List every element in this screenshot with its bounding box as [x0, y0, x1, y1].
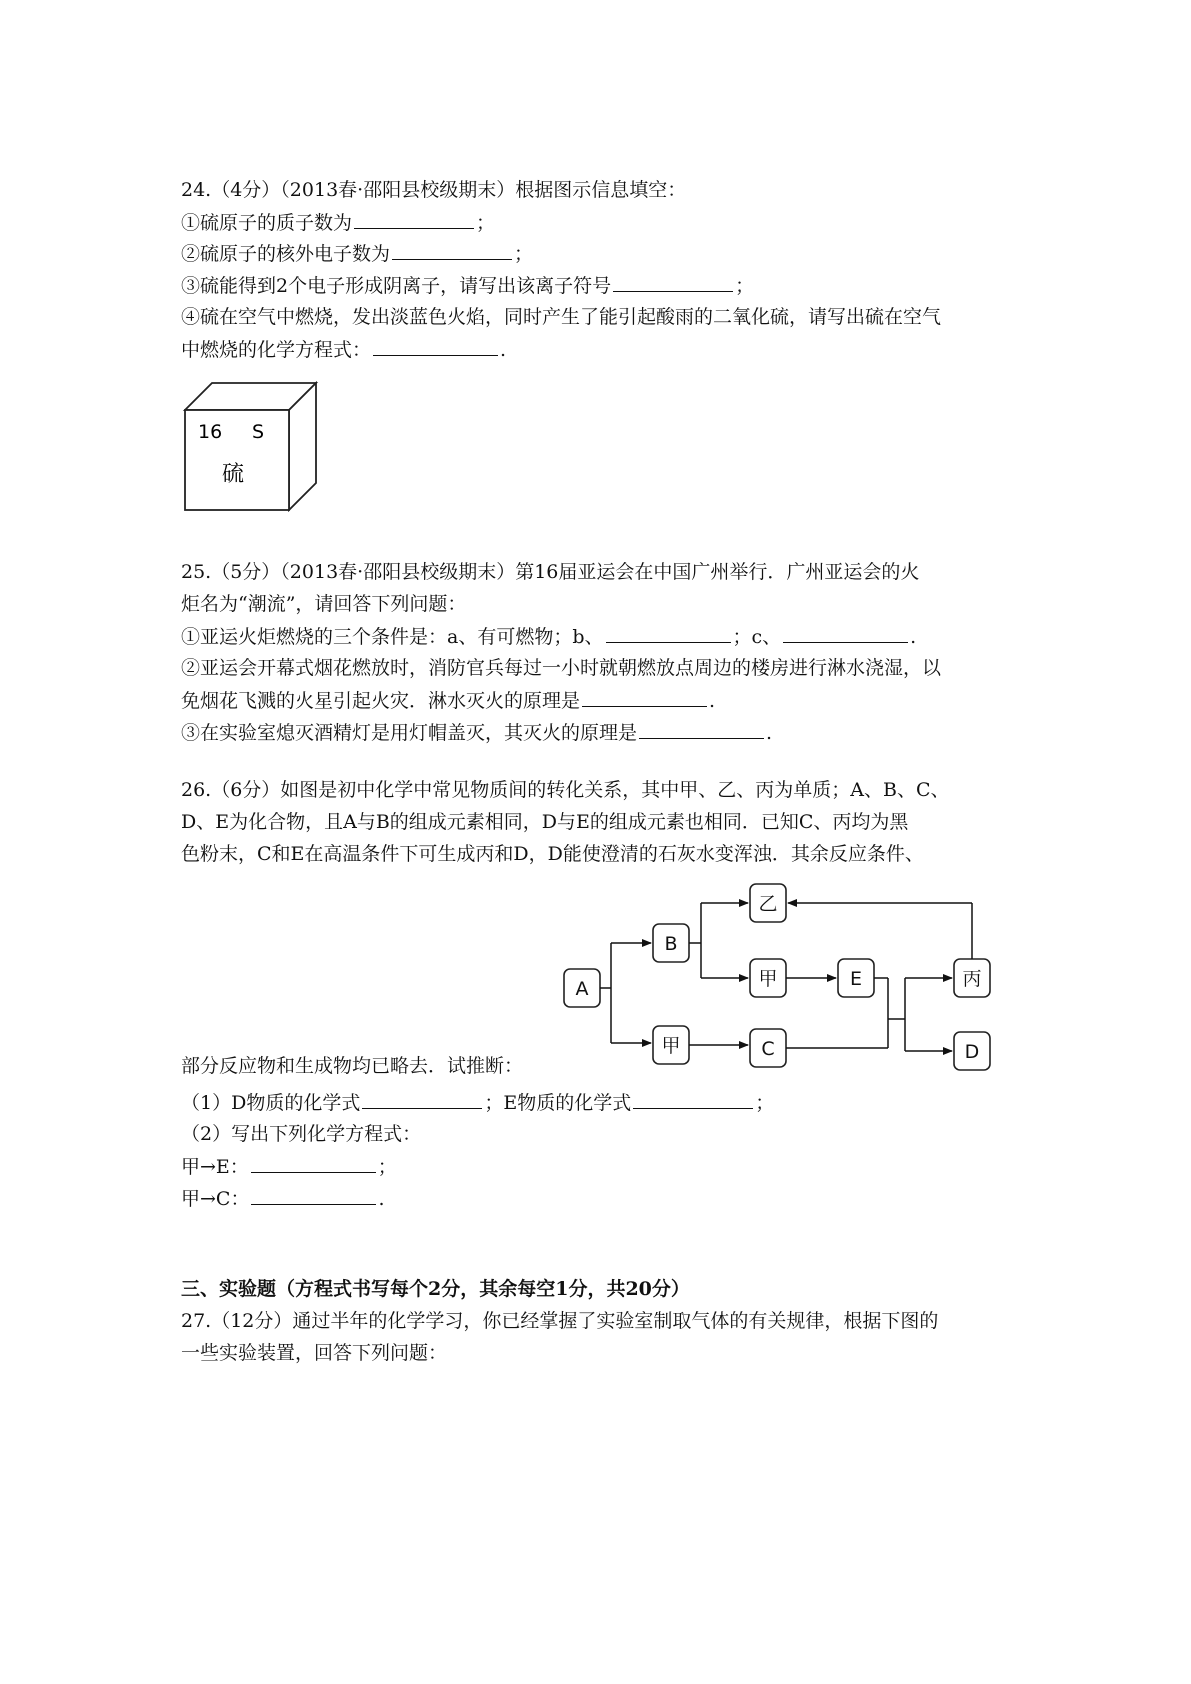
- q25-header-line1: 25.（5分）（2013春·邵阳县校级期末）第16届亚运会在中国广州举行．广州亚运会的火: [181, 561, 920, 583]
- answer-blank[interactable]: [639, 720, 764, 739]
- answer-blank[interactable]: [354, 210, 474, 229]
- section-title: 三、实验题（方程式书写每个2分，其余每空1分，共20分）: [181, 1278, 690, 1300]
- q26-eq1: 甲→E： ；: [181, 1156, 397, 1178]
- q24-item1: ①硫原子的质子数为 ；: [181, 212, 496, 234]
- answer-blank[interactable]: [251, 1154, 376, 1173]
- q26-line3: 色粉末，C和E在高温条件下可生成丙和D，D能使澄清的石灰水变浑浊．其余反应条件、: [181, 843, 924, 865]
- answer-blank[interactable]: [392, 241, 512, 260]
- answer-blank[interactable]: [783, 624, 908, 643]
- node-yi: 乙: [758, 893, 778, 915]
- node-B: B: [664, 933, 678, 955]
- node-jia-top: 甲: [758, 968, 778, 990]
- q25-header-line2: 炬名为“潮流”，请回答下列问题：: [181, 593, 467, 615]
- answer-blank[interactable]: [613, 273, 733, 292]
- answer-blank[interactable]: [633, 1090, 753, 1109]
- element-symbol: S: [252, 421, 265, 443]
- node-jia-bottom: 甲: [661, 1035, 681, 1057]
- q26-line4: 部分反应物和生成物均已略去．试推断：: [181, 1055, 524, 1077]
- q25-item2-line2: 免烟花飞溅的火星引起火灾．淋水灭火的原理是 .: [181, 690, 716, 712]
- node-bing: 丙: [962, 968, 982, 990]
- answer-blank[interactable]: [251, 1186, 376, 1205]
- atomic-number: 16: [198, 421, 223, 443]
- node-D: D: [964, 1041, 980, 1063]
- q25-item1: ①亚运火炬燃烧的三个条件是：a、有可燃物；b、 ；c、 .: [181, 626, 917, 648]
- answer-blank[interactable]: [582, 688, 707, 707]
- q27-line1: 27.（12分）通过半年的化学学习，你已经掌握了实验室制取气体的有关规律，根据下图的: [181, 1310, 939, 1332]
- node-A: A: [575, 978, 589, 1000]
- q25-item2-line1: ②亚运会开幕式烟花燃放时，消防官兵每过一小时就朝燃放点周边的楼房进行淋水浇湿，以: [181, 657, 942, 679]
- q24-item2: ②硫原子的核外电子数为 ；: [181, 243, 534, 265]
- q26-line2: D、E为化合物，且A与B的组成元素相同，D与E的组成元素也相同．已知C、丙均为黑: [181, 811, 909, 833]
- q26-sub1: （1）D物质的化学式 ；E物质的化学式 ；: [181, 1092, 775, 1114]
- q27-line2: 一些实验装置，回答下列问题：: [181, 1342, 448, 1364]
- node-E: E: [849, 968, 863, 990]
- conversion-diagram: [560, 880, 1020, 1080]
- node-C: C: [761, 1038, 775, 1060]
- q24-item4-line2: 中燃烧的化学方程式： .: [181, 339, 507, 361]
- q26-eq2: 甲→C： .: [181, 1188, 385, 1210]
- answer-blank[interactable]: [606, 624, 731, 643]
- q25-item3: ③在实验室熄灭酒精灯是用灯帽盖灭，其灭火的原理是 .: [181, 722, 773, 744]
- q26-line1: 26.（6分）如图是初中化学中常见物质间的转化关系，其中甲、乙、丙为单质；A、B、C、: [181, 779, 950, 801]
- q24-header: 24.（4分）（2013春·邵阳县校级期末）根据图示信息填空：: [181, 179, 687, 201]
- q24-item4-line1: ④硫在空气中燃烧，发出淡蓝色火焰，同时产生了能引起酸雨的二氧化硫，请写出硫在空气: [181, 306, 942, 328]
- q24-item3: ③硫能得到2个电子形成阴离子，请写出该离子符号 ；: [181, 275, 755, 297]
- sulfur-element-card: [180, 378, 322, 512]
- element-name: 硫: [222, 462, 245, 487]
- answer-blank[interactable]: [362, 1090, 482, 1109]
- q26-sub2: （2）写出下列化学方程式：: [181, 1123, 422, 1145]
- answer-blank[interactable]: [373, 337, 498, 356]
